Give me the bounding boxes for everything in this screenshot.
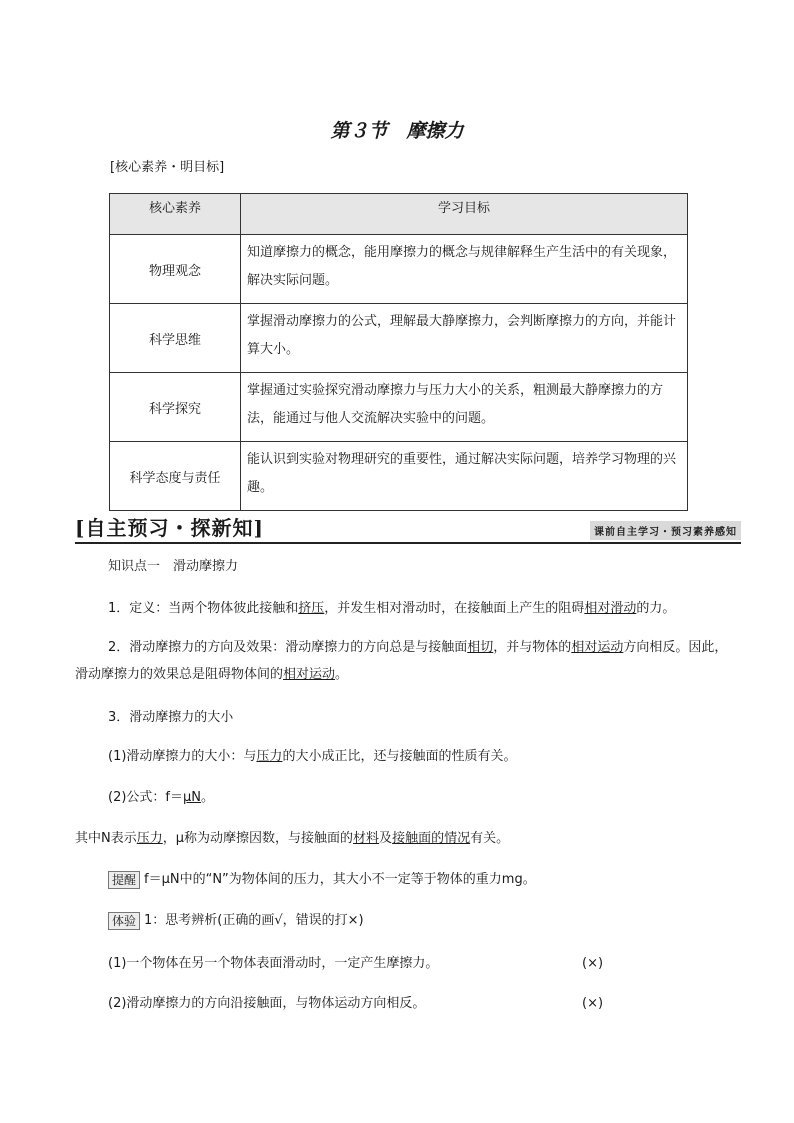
text: (1)滑动摩擦力的大小：与	[108, 749, 257, 764]
table-row	[110, 373, 688, 442]
row-desc: 掌握通过实验探究滑动摩擦力与压力大小的关系，粗测最大静摩擦力的方法，能通过与他人交流解决实验中的问题。	[241, 373, 688, 442]
text: 1．定义：当两个物体彼此接触和	[108, 601, 299, 616]
text: ，μ称为动摩擦因数，与接触面的	[162, 831, 354, 846]
blank-answer: 相对滑动	[584, 601, 637, 616]
row-desc: 能认识到实验对物理研究的重要性，通过解决实际问题，培养学习物理的兴趣。	[241, 442, 688, 511]
knowledge-point-title: 知识点一 滑动摩擦力	[108, 559, 239, 574]
text: 。	[201, 790, 215, 805]
blank-answer: 压力	[136, 831, 163, 846]
blank-answer: 接触面的情况	[392, 831, 471, 846]
row-name: 科学探究	[110, 373, 241, 442]
tip-text: f＝μN中的“N”为物体间的压力，其大小不一定等于物体的重力mg。	[144, 872, 536, 887]
tip-note	[108, 866, 728, 893]
blank-answer: 材料	[353, 831, 380, 846]
tip-label: 提醒	[108, 871, 140, 889]
table-row	[110, 235, 688, 304]
question-item	[108, 950, 728, 977]
row-name: 科学态度与责任	[110, 442, 241, 511]
row-name: 科学思维	[110, 304, 241, 373]
text: 的大小成正比，还与接触面的性质有关。	[282, 749, 517, 764]
header-core: 核心素养	[110, 194, 241, 235]
question-text: (2)滑动摩擦力的方向沿接触面，与物体运动方向相反。	[108, 996, 426, 1011]
text: 的力。	[636, 601, 676, 616]
text: 及	[379, 831, 393, 846]
page-title: 第３节 摩擦力	[330, 120, 464, 142]
text: 有关。	[470, 831, 510, 846]
question-text: (1)一个物体在另一个物体表面滑动时，一定产生摩擦力。	[108, 956, 439, 971]
text: ，并发生相对滑动时，在接触面上产生的阻碍	[324, 601, 585, 616]
blank-answer: 相对运动	[283, 667, 336, 682]
question-answer: (×)	[582, 996, 604, 1011]
question-answer: (×)	[582, 956, 604, 971]
header-goal: 学习目标	[241, 194, 688, 235]
goals-table	[109, 193, 688, 511]
paragraph-formula	[108, 784, 728, 811]
row-desc: 知道摩擦力的概念，能用摩擦力的概念与规律解释生产生活中的有关现象，解决实际问题。	[241, 235, 688, 304]
paragraph-explanation	[75, 825, 735, 852]
core-literacy-label: [核心素养・明目标]	[110, 160, 225, 175]
question-item	[108, 990, 728, 1017]
text: 其中N表示	[75, 831, 137, 846]
text: 。	[335, 667, 349, 682]
table-header-row	[110, 194, 688, 235]
section-tag: 课前自主学习・预习素养感知	[590, 521, 741, 540]
paragraph-size	[108, 743, 728, 770]
section-title: [自主预习・探新知]	[75, 516, 264, 540]
text: ，并与物体的	[493, 640, 572, 655]
blank-answer: μN	[183, 790, 201, 805]
paragraph-size-heading: 3．滑动摩擦力的大小	[108, 710, 234, 725]
paragraph-direction	[75, 634, 735, 688]
text: (2)公式：f＝	[108, 790, 183, 805]
blank-answer: 挤压	[298, 601, 325, 616]
table-row	[110, 304, 688, 373]
row-desc: 掌握滑动摩擦力的公式，理解最大静摩擦力，会判断摩擦力的方向，并能计算大小。	[241, 304, 688, 373]
paragraph-definition	[108, 595, 728, 622]
blank-answer: 相切	[467, 640, 494, 655]
experience-note	[108, 907, 728, 934]
blank-answer: 相对运动	[571, 640, 624, 655]
experience-text: 1：思考辨析(正确的画√，错误的打×)	[144, 913, 364, 928]
section-header	[75, 512, 741, 544]
experience-label: 体验	[108, 912, 140, 930]
text: 方向相反。因此，滑动摩擦力的效果总是阻碍物体间的	[75, 640, 728, 682]
table-row	[110, 442, 688, 511]
text: 2．滑动摩擦力的方向及效果：滑动摩擦力的方向总是与接触面	[108, 640, 468, 655]
row-name: 物理观念	[110, 235, 241, 304]
blank-answer: 压力	[256, 749, 283, 764]
